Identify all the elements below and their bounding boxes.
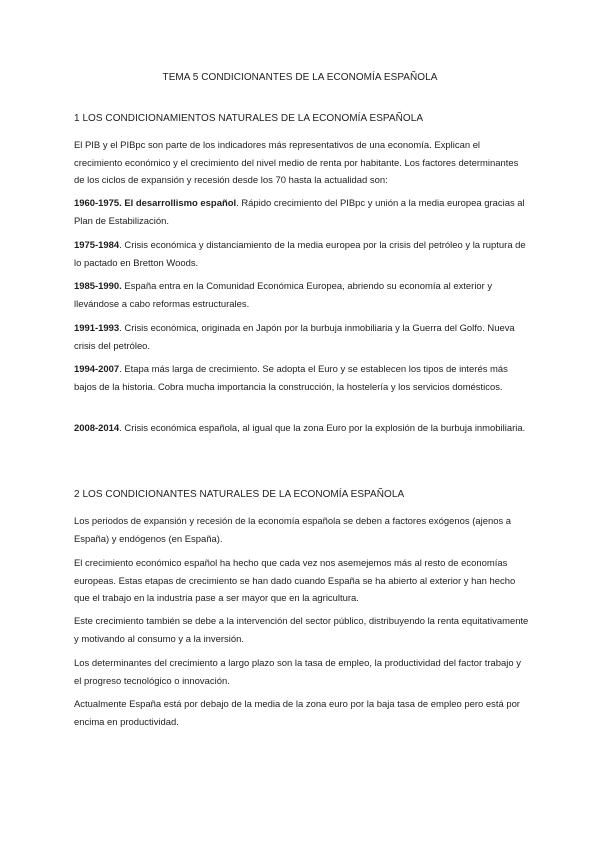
section-2-paragraph: Este crecimiento también se debe a la intervención del sector público, distribuyendo la renta equitativamente y motivando al consumo y a la inversión. bbox=[74, 616, 529, 645]
section-2-paragraph: El crecimiento económico español ha hecho que cada vez nos asemejemos más al resto de economías europeas. Estas etapas de crecimiento se han dado cuando España se ha abierto al exterior y han hecho que el trabajo en la industria pase a ser mayor que en la agricultura. bbox=[74, 558, 516, 604]
period-text: . Etapa más larga de crecimiento. Se adopta el Euro y se establecen los tipos de interés más bajos de la historia. Cobra mucha importancia la construcción, la hostelería y los servicios domésticos. bbox=[74, 364, 508, 393]
section-1-heading: 1 LOS CONDICIONAMIENTOS NATURALES DE LA ECONOMÍA ESPAÑOLA bbox=[74, 113, 424, 124]
section-2-paragraph: Los determinantes del crecimiento a largo plazo son la tasa de empleo, la productividad del factor trabajo y el progreso tecnológico o innovación. bbox=[74, 658, 521, 687]
period-label: 2008-2014 bbox=[74, 423, 120, 434]
section-2-paragraph: Actualmente España está por debajo de la media de la zona euro por la baja tasa de empleo pero está por encima en productividad. bbox=[74, 699, 520, 728]
period-label: 1991-1993 bbox=[74, 323, 120, 334]
period-paragraph bbox=[74, 195, 530, 230]
period-text: . Crisis económica española, al igual que la zona Euro por la explosión de la burbuja inmobiliaria. bbox=[119, 423, 526, 434]
period-text: . Crisis económica y distanciamiento de la media europea por la crisis del petróleo y la ruptura de lo pactado en Bretton Woods. bbox=[74, 240, 526, 269]
period-text: España entra en la Comunidad Económica Europea, abriendo su economía al exterior y llevándose a cabo reformas estructurales. bbox=[74, 281, 493, 310]
period-paragraph bbox=[74, 361, 530, 396]
period-label: 1994-2007 bbox=[74, 364, 120, 375]
period-label: 1985-1990. bbox=[74, 281, 122, 292]
period-paragraph bbox=[74, 237, 530, 272]
period-paragraph bbox=[74, 420, 530, 438]
period-text: . Crisis económica, originada en Japón por la burbuja inmobiliaria y la Guerra del Golfo. Nueva crisis del petróleo. bbox=[74, 323, 515, 352]
period-label: 1975-1984 bbox=[74, 240, 120, 251]
section-1-intro: El PIB y el PIBpc son parte de los indicadores más representativos de una economía. Explican el crecimiento económico y el crecimiento del nivel medio de renta por habitante. Los factores determinantes de los ciclos de expansión y recesión desde los 70 hasta la actualidad son: bbox=[74, 140, 519, 186]
period-label: 1960-1975. El desarrollismo español bbox=[74, 198, 237, 209]
section-2-paragraph: Los periodos de expansión y recesión de la economía española se deben a factores exógenos (ajenos a España) y endógenos (en España). bbox=[74, 516, 512, 545]
section-2-heading: 2 LOS CONDICIONANTES NATURALES DE LA ECONOMÍA ESPAÑOLA bbox=[74, 489, 405, 500]
period-paragraph bbox=[74, 320, 530, 355]
period-paragraph bbox=[74, 278, 530, 313]
document-title: TEMA 5 CONDICIONANTES DE LA ECONOMÍA ESPAÑOLA bbox=[162, 72, 438, 83]
period-text: . Rápido crecimiento del PIBpc y unión a la media europea gracias al Plan de Estabilización. bbox=[74, 198, 525, 227]
